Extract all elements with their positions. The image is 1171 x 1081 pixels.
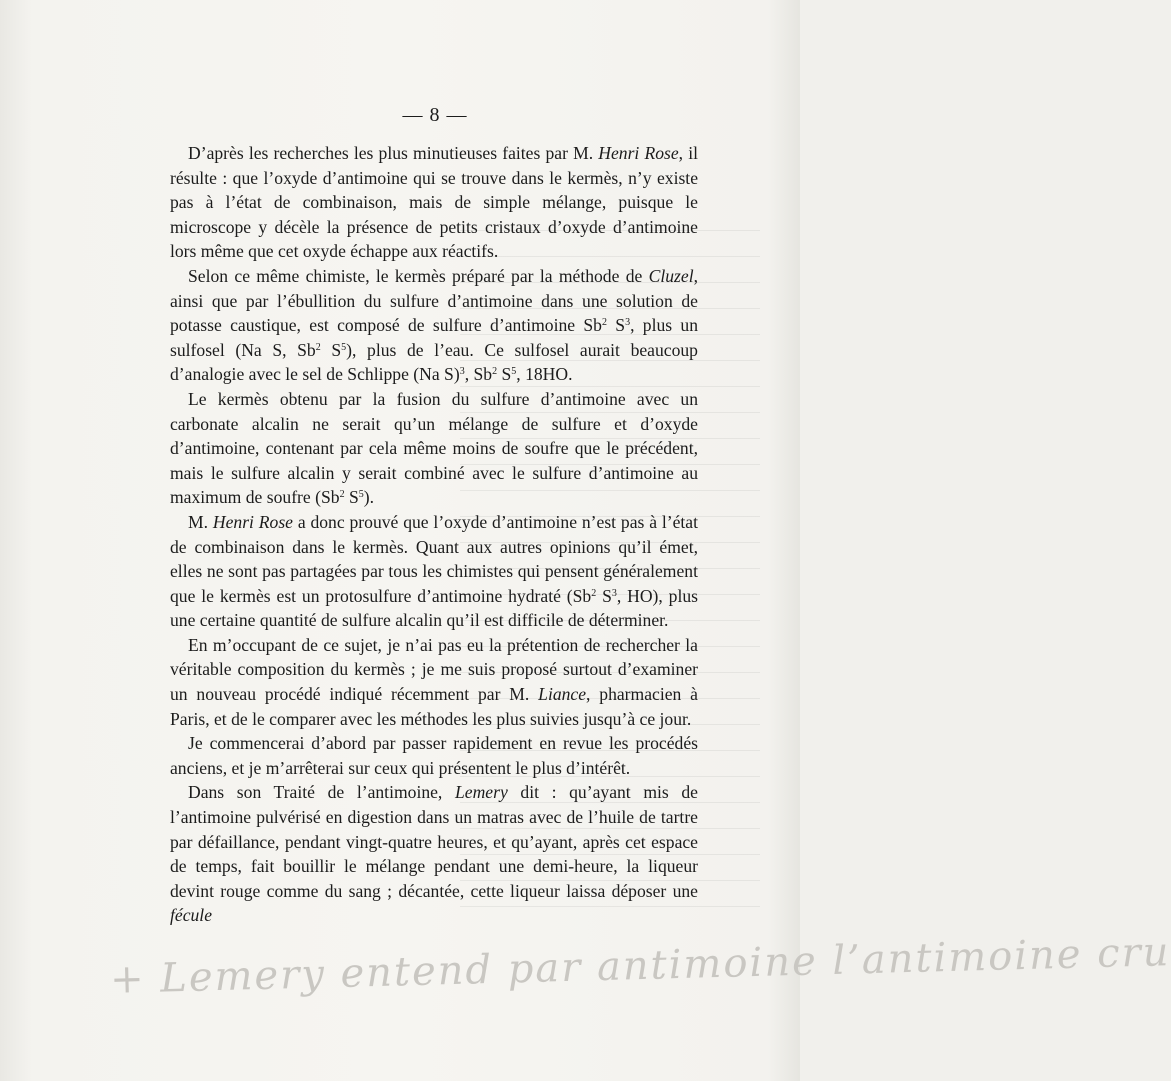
superscript: 2 [601,317,607,329]
paragraph-1: D’après les recherches les plus minutieuses faites par M. Henri Rose, il résulte : que l’oxyde d’antimoine qui se trouve dans le kermès, n’y existe pas à l’état de combinaison, mais de simple mélange, puisque le microscope y décèle la présence de petits cristaux d’oxyde d’antimoine lors même que cet oxyde échappe aux réactifs. [170,143,698,262]
paragraph-7: Dans son Traité de l’antimoine, Lemery dit : qu’ayant mis de l’antimoine pulvérisé en digestion dans un matras avec de l’huile de tartre par défaillance, pendant vingt-quatre heures, et qu’ayant, après cet espace de temps, fait bouillir le mélange pendant une demi-heure, la liqueur devint rouge comme du sang ; décantée, cette liqueur laissa déposer une fécule [170,782,698,926]
body-text [170,141,698,928]
superscript: 5 [358,489,364,501]
superscript: 3 [625,317,631,329]
superscript: 2 [339,489,345,501]
superscript: 2 [315,341,321,353]
superscript: 2 [591,587,597,599]
paragraph-6: Je commencerai d’abord par passer rapidement en revue les procédés anciens, et je m’arrêterai sur ceux qui présentent le plus d’intérêt. [170,733,698,778]
superscript: 5 [341,341,347,353]
paragraph-4: M. Henri Rose a donc prouvé que l’oxyde d’antimoine n’est pas à l’état de combinaison dans le kermès. Quant aux autres opinions qu’il émet, elles ne sont pas partagées par tous les chimistes qui pensent généralement que le kermès est un protosulfure d’antimoine hydraté (Sb$^2$ $S^3$, HO), plus une certaine quantité de sulfure alcalin qu’il est difficile de déterminer. [170,511,698,631]
italic-name: fécule [170,905,212,926]
page-number: — 8 — [402,104,468,126]
italic-name: Liance [538,684,587,705]
superscript: 3 [459,366,465,378]
handwritten-note-text: + Lemery entend par antimoine l’antimoine cru [109,929,1171,1003]
italic-name: Henri Rose [598,143,679,163]
italic-name: Cluzel [648,265,694,286]
italic-name: Lemery [454,782,508,803]
paragraph-2: Selon ce même chimiste, le kermès préparé par la méthode de Cluzel, ainsi que par l’ébullition du sulfure d’antimoine dans une solution de potasse caustique, est composé de sulfure d’antimoine Sb$^2$ $S^3$, plus un sulfosel (Na S, Sb$^2$ $S^5$), plus de l’eau. Ce sulfosel aurait beaucoup d’analogie avec le sel de Schlippe (Na S)$^3$, Sb$^2$ $S^5$, 18HO. [170,265,699,385]
superscript: 5 [511,366,517,378]
italic-name: Henri Rose [212,511,293,532]
handwritten-note [109,929,1171,1018]
paragraph-5: En m’occupant de ce sujet, je n’ai pas eu la prétention de rechercher la véritable composition du kermès ; je me suis proposé surtout d’examiner un nouveau procédé indiqué récemment par M. Liance, pharmacien à Paris, et de le comparer avec les méthodes les plus suivies jusqu’à ce jour. [170,634,698,729]
superscript: 3 [611,587,617,599]
superscript: 2 [492,366,498,378]
paragraph-3: Le kermès obtenu par la fusion du sulfure d’antimoine avec un carbonate alcalin ne serait qu’un mélange de sulfure et d’oxyde d’antimoine, contenant par cela même moins de soufre que le précédent, mais le sulfure alcalin y serait combiné avec le sulfure d’antimoine au maximum de soufre (Sb$^2$ $S^5$). [170,388,698,508]
